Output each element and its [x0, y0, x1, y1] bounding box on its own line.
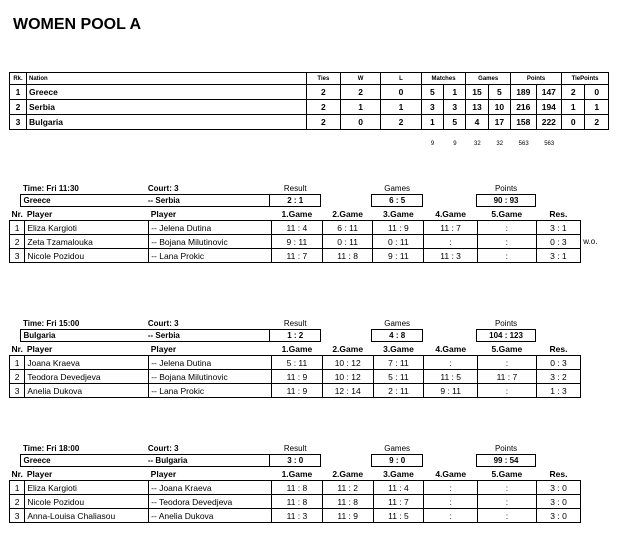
game-score: : [424, 509, 478, 523]
row-note [581, 509, 615, 523]
col-game2: 2.Game [332, 208, 363, 219]
player2-name: -- Jelena Dutina [149, 221, 272, 235]
cell: 1 [381, 100, 421, 115]
row-number: 2 [10, 370, 25, 384]
col-game2: 2.Game [332, 468, 364, 479]
game-score: 11 : 3 [424, 249, 478, 263]
match-court: Court: 3 [147, 444, 179, 453]
cell: 189 [511, 85, 537, 100]
col-nation: Nation [27, 73, 307, 85]
games-label: Games [384, 184, 411, 193]
row-note [581, 495, 615, 509]
player2-name: -- Bojana Milutinovic [149, 370, 272, 384]
game-score: 11 : 2 [322, 481, 373, 495]
game-score: 7 : 11 [373, 356, 424, 370]
total-cell: 32 [496, 141, 504, 147]
game-score: 11 : 8 [322, 495, 373, 509]
col-game4: 4.Game [435, 468, 467, 479]
match-result: 1 : 2 [270, 330, 321, 342]
cell: 0 [562, 115, 585, 130]
team2-name: -- Serbia [146, 330, 270, 342]
row-number: 2 [10, 235, 25, 249]
col-game5: 5.Game [491, 343, 523, 354]
game-row [10, 384, 615, 398]
row-number: 3 [10, 384, 25, 398]
cell: 158 [511, 115, 537, 130]
col-tiepoints: TiePoints [562, 73, 609, 85]
player2-name: -- Lana Prokic [149, 384, 272, 398]
standings-row [10, 100, 609, 115]
match-block [9, 183, 615, 263]
match-time: Time: Fri 18:00 [22, 444, 80, 453]
match-games: 4 : 8 [372, 330, 423, 342]
cell: 4 [466, 115, 488, 130]
col-w: W [340, 73, 380, 85]
row-note [581, 221, 615, 235]
match-games: 9 : 0 [372, 455, 423, 467]
col-player1: Player [26, 208, 53, 219]
player1-name: Anelia Dukova [25, 384, 149, 398]
col-game1: 1.Game [281, 343, 313, 354]
player1-name: Eliza Kargioti [25, 221, 149, 235]
cell: 194 [536, 100, 562, 115]
cell: 17 [488, 115, 510, 130]
player2-name: -- Anelia Dukova [149, 509, 272, 523]
col-res: Res. [549, 343, 568, 354]
cell: 216 [511, 100, 537, 115]
game-score: 9 : 11 [424, 384, 478, 398]
match-games: 6 : 5 [372, 195, 423, 207]
col-player1: Player [26, 468, 53, 479]
standings-table [9, 72, 609, 130]
result-label: Result [283, 444, 307, 453]
game-score: 11 : 5 [373, 509, 424, 523]
game-score: 11 : 3 [272, 509, 323, 523]
games-header [10, 467, 615, 481]
player1-name: Nicole Pozidou [25, 495, 149, 509]
match-time: Time: Fri 15:00 [22, 319, 80, 328]
player1-name: Anna-Louisa Chaliasou [25, 509, 149, 523]
points-label: Points [494, 319, 518, 328]
game-score: 11 : 7 [424, 221, 478, 235]
cell: 2 [585, 115, 609, 130]
game-score: : [424, 481, 478, 495]
cell: 1 [10, 85, 27, 100]
player2-name: -- Teodora Devedjeva [149, 495, 272, 509]
cell: 2 [562, 85, 585, 100]
cell: 1 [585, 100, 609, 115]
games-label: Games [384, 444, 411, 453]
game-row [10, 356, 615, 370]
total-cell: 9 [430, 141, 435, 147]
row-result: 3 : 2 [536, 370, 581, 384]
game-score: 11 : 9 [272, 370, 323, 384]
game-score: : [478, 481, 537, 495]
game-score: : [478, 384, 537, 398]
row-number: 1 [10, 481, 25, 495]
team1-name: Bulgaria [21, 330, 146, 342]
col-game1: 1.Game [281, 208, 313, 219]
player1-name: Eliza Kargioti [25, 481, 149, 495]
cell: 2 [306, 100, 340, 115]
cell: 1 [562, 100, 585, 115]
player1-name: Zeta Tzamalouka [25, 235, 149, 249]
col-res: Res. [549, 208, 568, 219]
match-points: 90 : 93 [477, 195, 536, 207]
col-games: Games [466, 73, 511, 85]
player1-name: Teodora Devedjeva [25, 370, 149, 384]
col-matches: Matches [421, 73, 466, 85]
games-label: Games [384, 319, 411, 328]
match-block [9, 443, 615, 523]
game-score: : [477, 249, 536, 263]
row-note [581, 356, 615, 370]
cell: 3 [10, 115, 27, 130]
game-row [10, 235, 615, 249]
player2-name: -- Jelena Dutina [149, 356, 272, 370]
game-score: 10 : 12 [322, 356, 373, 370]
game-row [10, 221, 615, 235]
game-score: : [477, 221, 536, 235]
game-score: : [424, 356, 478, 370]
cell: 1 [340, 100, 380, 115]
game-score: 0 : 11 [373, 235, 424, 249]
result-label: Result [283, 319, 307, 328]
cell: 1 [421, 115, 443, 130]
row-result: 3 : 1 [536, 221, 581, 235]
cell: 2 [340, 85, 380, 100]
col-game2: 2.Game [332, 343, 364, 354]
match-court: Court: 3 [147, 319, 179, 328]
game-row [10, 481, 615, 495]
cell: 10 [488, 100, 510, 115]
cell: 2 [306, 115, 340, 130]
game-score: 11 : 8 [272, 481, 323, 495]
player2-name: -- Lana Prokic [149, 249, 272, 263]
game-score: 0 : 11 [322, 235, 373, 249]
match-court: Court: 3 [147, 184, 179, 193]
game-score: 10 : 12 [322, 370, 373, 384]
game-score: 11 : 8 [322, 249, 373, 263]
points-label: Points [494, 444, 518, 453]
col-ties: Ties [306, 73, 340, 85]
team1-name: Greece [21, 455, 146, 467]
col-game5: 5.Game [491, 208, 523, 219]
games-header [10, 207, 615, 221]
col-player1: Player [26, 343, 53, 354]
total-cell: 563 [544, 141, 555, 147]
game-score: 9 : 11 [373, 249, 424, 263]
row-result: 3 : 0 [536, 481, 581, 495]
match-points: 104 : 123 [477, 330, 536, 342]
col-game4: 4.Game [435, 343, 467, 354]
cell: 5 [421, 85, 443, 100]
game-score: : [478, 495, 537, 509]
cell: 15 [466, 85, 488, 100]
game-score: 11 : 9 [322, 509, 373, 523]
col-player2: Player [150, 468, 177, 479]
col-game3: 3.Game [383, 468, 414, 479]
col-game3: 3.Game [383, 208, 414, 219]
game-score: : [478, 356, 537, 370]
game-row [10, 249, 615, 263]
game-score: 11 : 9 [272, 384, 323, 398]
col-rank: Rk. [10, 73, 27, 85]
row-note [581, 249, 615, 263]
game-score: 11 : 4 [271, 221, 322, 235]
row-result: 3 : 1 [536, 249, 581, 263]
game-score: 2 : 11 [373, 384, 424, 398]
player2-name: -- Bojana Milutinovic [149, 235, 272, 249]
cell: 3 [421, 100, 443, 115]
cell: 3 [444, 100, 466, 115]
row-result: 0 : 3 [536, 356, 581, 370]
game-score: 5 : 11 [272, 356, 323, 370]
games-header [10, 342, 615, 356]
col-game1: 1.Game [281, 468, 313, 479]
game-score: : [424, 495, 478, 509]
cell: Greece [27, 85, 307, 100]
row-result: 3 : 0 [536, 495, 581, 509]
col-res: Res. [549, 468, 568, 479]
cell: 2 [381, 115, 421, 130]
col-game4: 4.Game [435, 208, 466, 219]
player2-name: -- Joana Kraeva [149, 481, 272, 495]
row-number: 1 [10, 221, 25, 235]
game-score: 11 : 7 [373, 495, 424, 509]
total-cell: 563 [518, 141, 529, 147]
col-nr: Nr. [11, 208, 23, 219]
cell: 2 [306, 85, 340, 100]
col-game5: 5.Game [491, 468, 523, 479]
game-row [10, 495, 615, 509]
game-score: 12 : 14 [322, 384, 373, 398]
cell: Serbia [27, 100, 307, 115]
row-note [581, 384, 615, 398]
game-score: : [424, 235, 478, 249]
team2-name: -- Serbia [146, 195, 270, 207]
row-note: w.o. [583, 237, 598, 246]
cell: 1 [444, 85, 466, 100]
page-title: WOMEN POOL A [13, 16, 141, 33]
match-result: 3 : 0 [270, 455, 321, 467]
col-nr: Nr. [11, 468, 23, 479]
match-points: 99 : 54 [477, 455, 536, 467]
row-note [581, 481, 615, 495]
row-result: 3 : 0 [536, 509, 581, 523]
standings-row [10, 85, 609, 100]
col-points: Points [511, 73, 562, 85]
game-score: 11 : 9 [373, 221, 424, 235]
col-player2: Player [150, 343, 177, 354]
cell: 0 [381, 85, 421, 100]
row-number: 3 [10, 509, 25, 523]
col-nr: Nr. [11, 343, 23, 354]
col-l: L [381, 73, 421, 85]
row-number: 1 [10, 356, 25, 370]
player1-name: Nicole Pozidou [25, 249, 149, 263]
game-score: 11 : 8 [272, 495, 323, 509]
standings-totals [9, 139, 609, 149]
game-row [10, 509, 615, 523]
cell: 222 [536, 115, 562, 130]
total-cell: 32 [473, 141, 481, 147]
match-block [9, 318, 615, 398]
row-number: 2 [10, 495, 25, 509]
game-score: 11 : 7 [478, 370, 537, 384]
game-score: 11 : 4 [373, 481, 424, 495]
col-game3: 3.Game [383, 343, 414, 354]
standings-row [10, 115, 609, 130]
row-result: 1 : 3 [536, 384, 581, 398]
game-score: : [477, 235, 536, 249]
team2-name: -- Bulgaria [146, 455, 270, 467]
cell: 147 [536, 85, 562, 100]
player1-name: Joana Kraeva [25, 356, 149, 370]
game-score: 11 : 7 [271, 249, 322, 263]
game-score: 9 : 11 [271, 235, 322, 249]
row-note [581, 370, 615, 384]
cell: 5 [488, 85, 510, 100]
game-row [10, 370, 615, 384]
game-score: : [478, 509, 537, 523]
cell: 13 [466, 100, 488, 115]
game-score: 6 : 11 [322, 221, 373, 235]
match-result: 2 : 1 [270, 195, 321, 207]
cell: 2 [10, 100, 27, 115]
cell: 0 [340, 115, 380, 130]
points-label: Points [494, 184, 518, 193]
cell: 5 [444, 115, 466, 130]
game-score: 5 : 11 [373, 370, 424, 384]
total-cell: 9 [453, 141, 457, 147]
row-number: 3 [10, 249, 25, 263]
cell: Bulgaria [27, 115, 307, 130]
col-player2: Player [150, 208, 177, 219]
standings-header [10, 73, 609, 85]
match-time: Time: Fri 11:30 [22, 184, 79, 193]
game-score: 11 : 5 [424, 370, 478, 384]
row-result: 0 : 3 [536, 235, 581, 249]
cell: 0 [585, 85, 609, 100]
team1-name: Greece [21, 195, 146, 207]
result-label: Result [283, 184, 307, 193]
